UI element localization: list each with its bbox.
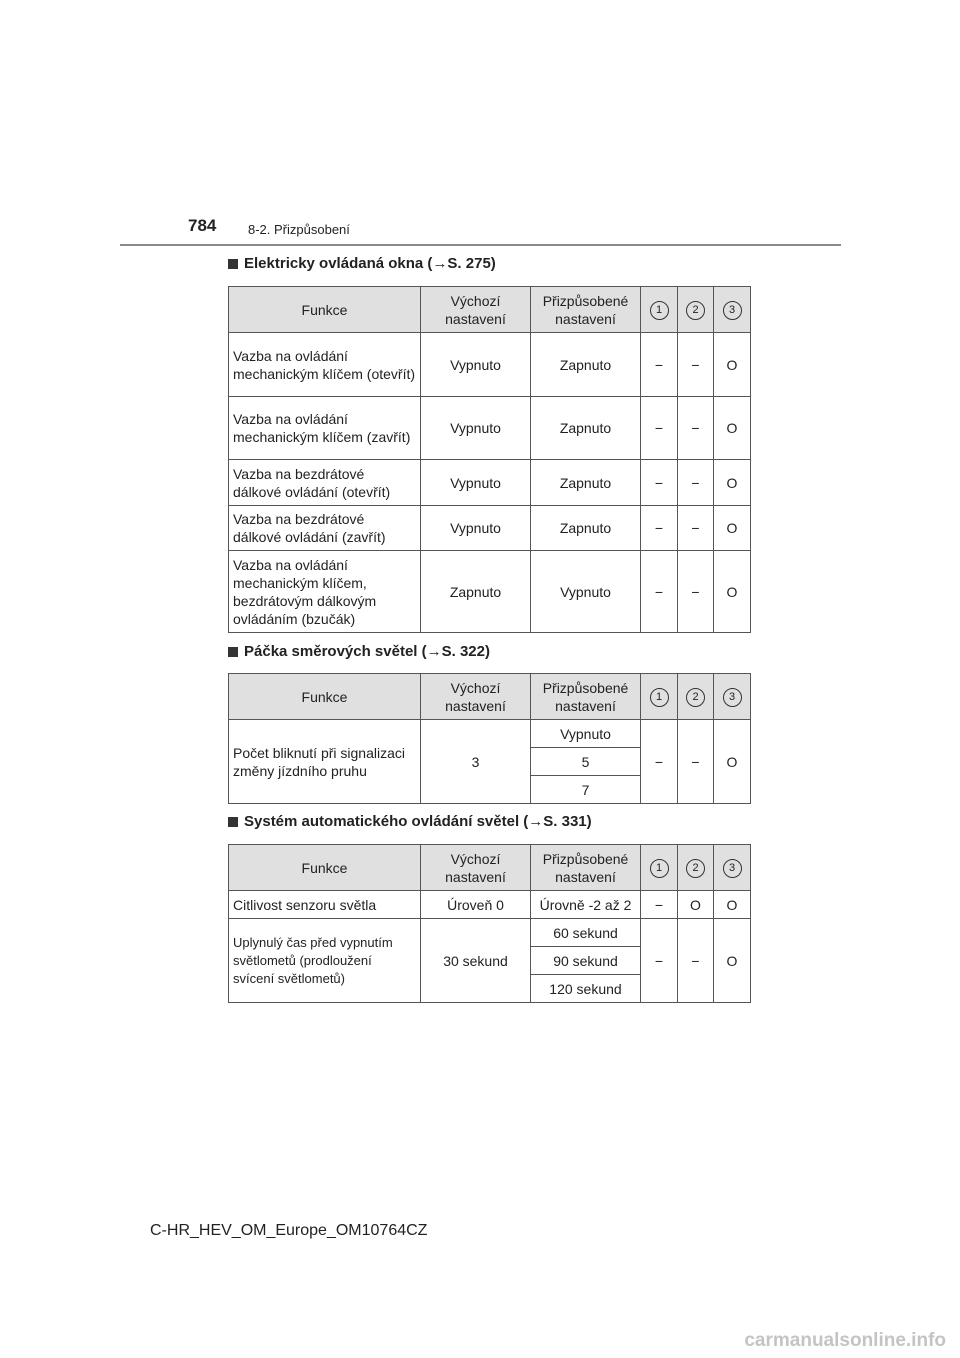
cell-default: Vypnuto [421, 333, 531, 397]
cell-c3: O [714, 551, 751, 633]
cell-function: Počet bliknutí při signalizaci změny jízdního pruhu [229, 720, 421, 804]
circled-3-icon: 3 [723, 301, 742, 320]
cell-function: Vazba na bezdrátové dálkové ovládání (zavřít) [229, 506, 421, 551]
col-header-2 [678, 845, 714, 891]
table-power-windows [228, 286, 751, 633]
table-header-row [229, 287, 751, 333]
heading-power-windows [228, 255, 496, 272]
circled-3-icon: 3 [723, 688, 742, 707]
heading-turn-signal-lever [228, 643, 490, 660]
circled-1-icon: 1 [650, 301, 669, 320]
cell-default: Vypnuto [421, 397, 531, 460]
cell-c1: − [641, 460, 678, 506]
col-header-2 [678, 674, 714, 720]
cell-c2: − [678, 333, 714, 397]
cell-c3: O [714, 397, 751, 460]
cell-c1: − [641, 506, 678, 551]
cell-c2: − [678, 506, 714, 551]
col-header-1 [641, 287, 678, 333]
col-header-function: Funkce [229, 674, 421, 720]
cell-custom: Zapnuto [531, 460, 641, 506]
cell-custom: Zapnuto [531, 397, 641, 460]
circled-1-icon: 1 [650, 859, 669, 878]
cell-c3: O [714, 919, 751, 1003]
col-header-custom: Přizpůsobené nastavení [531, 674, 641, 720]
cell-custom-option: 5 [531, 748, 641, 776]
header-divider [120, 244, 841, 246]
col-header-3 [714, 287, 751, 333]
table-row [229, 919, 751, 947]
cell-custom-option: 120 sekund [531, 975, 641, 1003]
circled-2-icon: 2 [686, 688, 705, 707]
circled-2-icon: 2 [686, 859, 705, 878]
cell-custom-option: Vypnuto [531, 720, 641, 748]
cell-c2: − [678, 460, 714, 506]
cell-c1: − [641, 333, 678, 397]
cell-custom: Vypnuto [531, 551, 641, 633]
page-number: 784 [188, 216, 217, 235]
cell-c2: − [678, 919, 714, 1003]
square-bullet-icon [228, 259, 238, 269]
cell-function: Citlivost senzoru světla [229, 891, 421, 919]
heading-text: Elektricky ovládaná okna (→S. 275) [244, 255, 496, 272]
watermark: carmanualsonline.info [744, 1330, 946, 1351]
cell-c3: O [714, 720, 751, 804]
cell-c3: O [714, 460, 751, 506]
cell-c1: − [641, 919, 678, 1003]
cell-c1: − [641, 551, 678, 633]
heading-auto-light-system [228, 813, 592, 830]
table-row [229, 460, 751, 506]
cell-c3: O [714, 506, 751, 551]
table-turn-signal [228, 673, 751, 804]
table-row [229, 506, 751, 551]
cell-default: Zapnuto [421, 551, 531, 633]
section-title: 8-2. Přizpůsobení [248, 222, 350, 237]
cell-c2: − [678, 720, 714, 804]
table-row [229, 333, 751, 397]
heading-text: Systém automatického ovládání světel (→S. 331) [244, 813, 592, 830]
table-header-row [229, 674, 751, 720]
square-bullet-icon [228, 647, 238, 657]
col-header-default: Výchozí nastavení [421, 287, 531, 333]
table-row [229, 551, 751, 633]
cell-c1: − [641, 720, 678, 804]
cell-function: Vazba na ovládání mechanickým klíčem (otevřít) [229, 333, 421, 397]
cell-default: 30 sekund [421, 919, 531, 1003]
col-header-3 [714, 674, 751, 720]
circled-3-icon: 3 [723, 859, 742, 878]
col-header-2 [678, 287, 714, 333]
col-header-custom: Přizpůsobené nastavení [531, 287, 641, 333]
square-bullet-icon [228, 817, 238, 827]
cell-c2: − [678, 551, 714, 633]
cell-custom-option: 60 sekund [531, 919, 641, 947]
col-header-function: Funkce [229, 845, 421, 891]
cell-function: Vazba na ovládání mechanickým klíčem (zavřít) [229, 397, 421, 460]
footer-doc-id: C-HR_HEV_OM_Europe_OM10764CZ [150, 1222, 428, 1239]
table-header-row [229, 845, 751, 891]
cell-c1: − [641, 397, 678, 460]
cell-c1: − [641, 891, 678, 919]
cell-function: Vazba na bezdrátové dálkové ovládání (otevřít) [229, 460, 421, 506]
col-header-1 [641, 674, 678, 720]
cell-function: Vazba na ovládání mechanickým klíčem, bezdrátovým dálkovým ovládáním (bzučák) [229, 551, 421, 633]
cell-custom: Zapnuto [531, 333, 641, 397]
circled-1-icon: 1 [650, 688, 669, 707]
table-row [229, 397, 751, 460]
col-header-function: Funkce [229, 287, 421, 333]
cell-custom-option: 7 [531, 776, 641, 804]
col-header-default: Výchozí nastavení [421, 674, 531, 720]
col-header-custom: Přizpůsobené nastavení [531, 845, 641, 891]
table-row [229, 891, 751, 919]
table-auto-light [228, 844, 751, 1003]
cell-c2: O [678, 891, 714, 919]
heading-text: Páčka směrových světel (→S. 322) [244, 643, 490, 660]
cell-custom: Úrovně -2 až 2 [531, 891, 641, 919]
cell-default: Vypnuto [421, 506, 531, 551]
col-header-default: Výchozí nastavení [421, 845, 531, 891]
cell-custom-option: 90 sekund [531, 947, 641, 975]
cell-default: Úroveň 0 [421, 891, 531, 919]
cell-c3: O [714, 891, 751, 919]
cell-function: Uplynulý čas před vypnutím světlometů (prodloužení svícení světlometů) [229, 919, 421, 1003]
cell-default: 3 [421, 720, 531, 804]
table-row [229, 720, 751, 748]
circled-2-icon: 2 [686, 301, 705, 320]
cell-c3: O [714, 333, 751, 397]
cell-default: Vypnuto [421, 460, 531, 506]
cell-c2: − [678, 397, 714, 460]
col-header-1 [641, 845, 678, 891]
col-header-3 [714, 845, 751, 891]
cell-custom: Zapnuto [531, 506, 641, 551]
